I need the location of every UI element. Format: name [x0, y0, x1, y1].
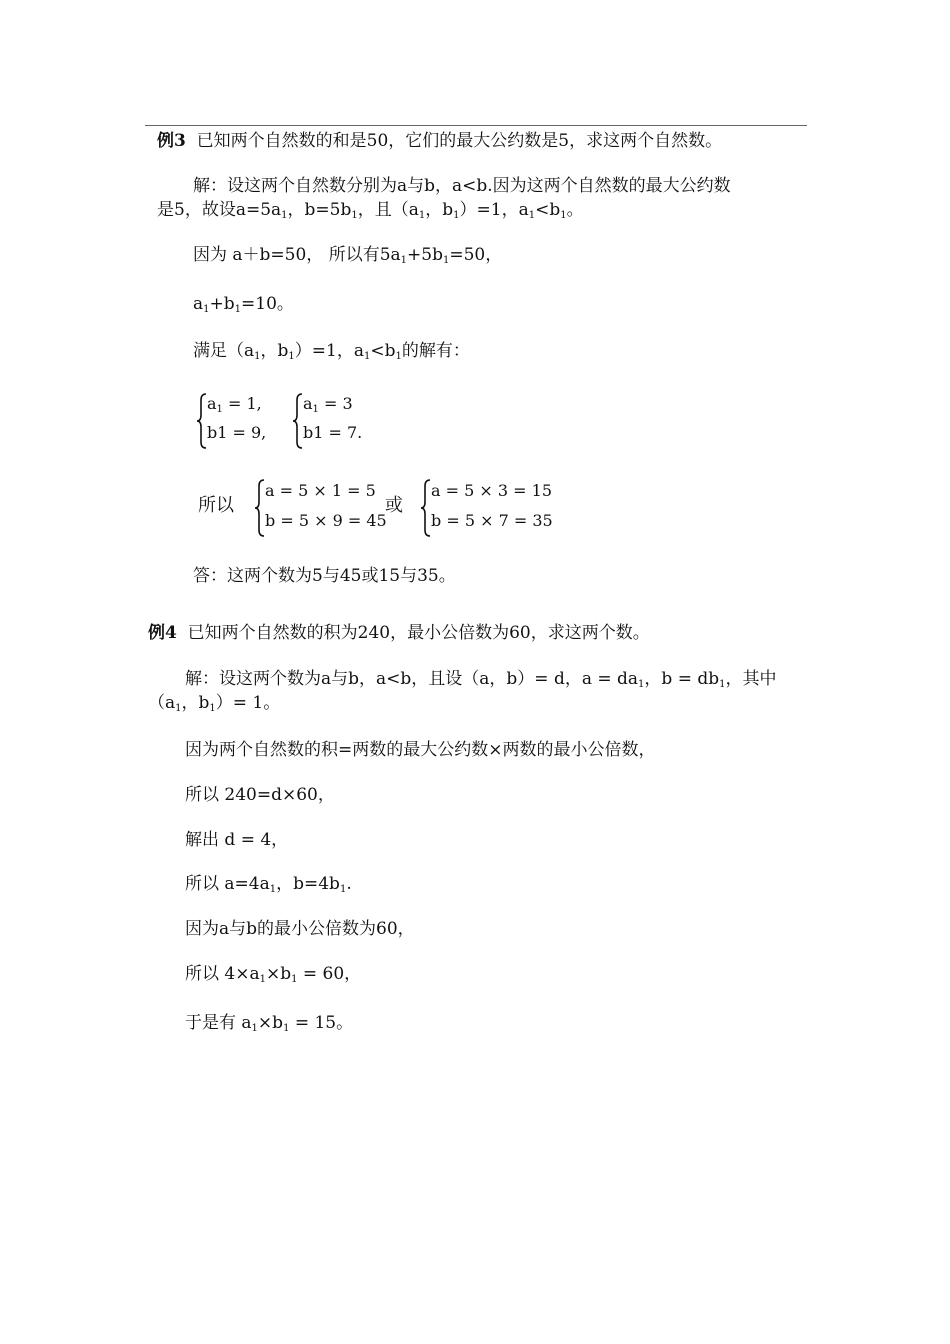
equation-row [207, 394, 262, 414]
text: ，b [260, 341, 289, 361]
ex3-answer: 答：这两个数为5与45或15与35。 [193, 566, 456, 586]
text: a [193, 294, 204, 314]
subscript: 1 [719, 679, 726, 690]
equation-row: a = 5 × 1 = 5 [265, 481, 376, 500]
subscript: 1 [203, 304, 210, 315]
subscript: 1 [288, 351, 295, 362]
text: ×b [257, 1013, 284, 1033]
text: ，b = db [644, 669, 720, 689]
ex4-line8 [185, 963, 361, 985]
ex4-line4: 所以 240=d×60， [185, 785, 335, 805]
subscript: 1 [175, 703, 182, 714]
text: ，b [181, 693, 210, 713]
subscript: 1 [638, 679, 645, 690]
text: 所以 4×a [185, 964, 260, 984]
so-label: 所以 [198, 495, 234, 516]
subscript: 1 [259, 974, 266, 985]
equation-row: b1 = 9, [207, 423, 267, 442]
subscript: 1 [209, 703, 216, 714]
ex4-line3: 因为两个自然数的积=两数的最大公约数×两数的最小公倍数， [185, 740, 656, 760]
header-rule [145, 125, 807, 126]
subscript: 1 [351, 210, 358, 221]
ex3-line5 [193, 340, 470, 362]
text: +5b [407, 245, 443, 265]
equation-row: b = 5 × 9 = 45 [265, 511, 387, 530]
text: 于是有 a [185, 1013, 252, 1033]
text: = 60， [297, 964, 362, 984]
subscript: 1 [418, 210, 426, 221]
equation-row: b1 = 7. [303, 423, 363, 442]
equation-row: a = 5 × 3 = 15 [431, 481, 552, 500]
text: =50， [449, 245, 503, 265]
text: ×b [265, 964, 292, 984]
text: ，b=4b [276, 874, 340, 894]
text: 解：设这两个数为a与b，a<b，且设（a，b）= d，a = da [185, 669, 639, 689]
subscript: 1 [312, 404, 319, 415]
text: . [346, 874, 352, 894]
ex3-line3 [193, 244, 502, 266]
ex4-question [148, 622, 650, 644]
ex3-line4 [193, 293, 294, 315]
ex4-line5: 解出 d = 4， [185, 830, 289, 850]
subscript: 1 [251, 1023, 258, 1034]
subscript: 1 [234, 304, 242, 315]
text: （a [148, 693, 176, 713]
ex3-solution-line2 [157, 199, 584, 221]
text: 。 [566, 200, 584, 220]
text: 满足（a [193, 341, 255, 361]
subscript: 1 [442, 255, 450, 266]
ex3-label: 例3 [157, 131, 186, 151]
text: ，b [425, 200, 454, 220]
subscript: 1 [269, 884, 277, 895]
text: a [303, 394, 313, 413]
subscript: 1 [281, 210, 288, 221]
equation-row [303, 394, 353, 414]
text: ）=1，a [294, 341, 364, 361]
text: ，b=5b [287, 200, 352, 220]
subscript: 1 [363, 351, 371, 362]
text: +b [209, 294, 235, 314]
ex3-solution-line1 [193, 175, 731, 197]
text: <b [535, 200, 561, 220]
ex4-question-text: 已知两个自然数的积为240，最小公倍数为60，求这两个数。 [187, 623, 650, 643]
or-label: 或 [385, 495, 403, 516]
subscript: 1 [528, 210, 536, 221]
text: 因为 a＋b=50， 所以有5a [193, 245, 401, 265]
text: 的解有： [401, 341, 470, 361]
subscript: 1 [216, 404, 223, 415]
subscript: 1 [395, 351, 402, 362]
subscript: 1 [283, 1023, 290, 1034]
subscript: 1 [339, 884, 347, 895]
ex4-line9 [185, 1012, 353, 1034]
text: 是5，故设a=5a [157, 200, 282, 220]
subscript: 1 [400, 255, 408, 266]
text: <b [370, 341, 396, 361]
ex3-question-text: 已知两个自然数的和是50，它们的最大公约数是5，求这两个自然数。 [196, 131, 723, 151]
ex4-line7: 因为a与b的最小公倍数为60， [185, 919, 415, 939]
subscript: 1 [560, 210, 567, 221]
subscript: 1 [453, 210, 460, 221]
text: = 15。 [289, 1013, 354, 1033]
subscript: 1 [291, 974, 298, 985]
ex3-question [157, 130, 722, 152]
text: 解：设这两个自然数分别为a与b，a<b.因为这两个自然数的最大公约数 [193, 176, 731, 196]
text: 所以 a=4a [185, 874, 270, 894]
text: ）=1，a [459, 200, 529, 220]
text: = 1, [222, 394, 262, 413]
ex4-label: 例4 [148, 623, 177, 643]
ex4-solution-line2 [148, 692, 280, 714]
text: ，其中 [725, 669, 777, 689]
text: =10。 [241, 294, 294, 314]
text: a [207, 394, 217, 413]
text: ，且（a [357, 200, 419, 220]
ex4-solution-line1 [185, 668, 776, 690]
subscript: 1 [254, 351, 261, 362]
text: ）= 1。 [215, 693, 281, 713]
equation-row: b = 5 × 7 = 35 [431, 511, 553, 530]
ex4-line6 [185, 873, 352, 895]
text: = 3 [318, 394, 353, 413]
